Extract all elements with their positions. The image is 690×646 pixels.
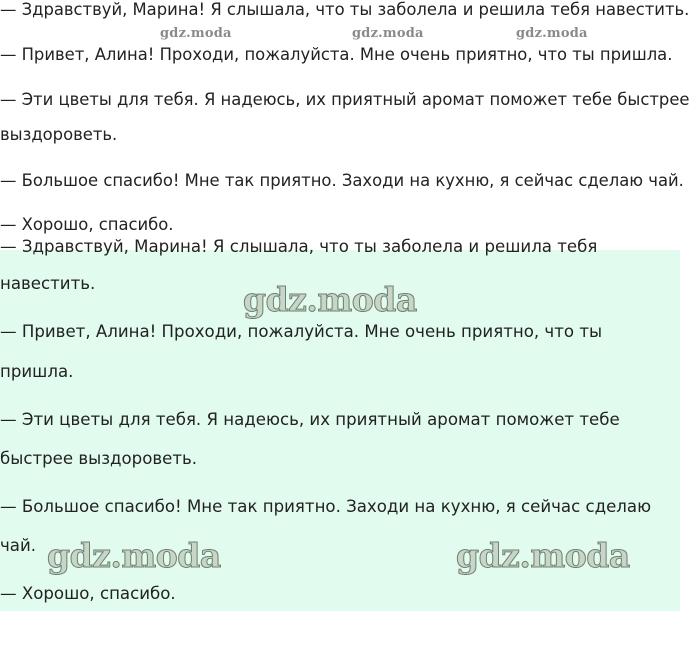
dialogue-line: навестить. <box>0 274 96 293</box>
dialogue-line: — Большое спасибо! Мне так приятно. Заходи на кухню, я сейчас сделаю чай. <box>0 171 684 190</box>
dialogue-text-block-top <box>0 0 690 250</box>
dialogue-line: выздороветь. <box>0 125 118 144</box>
dialogue-line: — Эти цветы для тебя. Я надеюсь, их приятный аромат поможет тебе быстрее <box>0 90 690 109</box>
dialogue-line: — Привет, Алина! Проходи, пожалуйста. Мне очень приятно, что ты <box>0 322 603 341</box>
dialogue-line: быстрее выздороветь. <box>0 449 198 468</box>
dialogue-line-cut: — Здравствуй, Марина! Я слышала, что ты заболела и решила тебя <box>0 237 598 256</box>
watermark: gdz.moda <box>516 26 588 41</box>
dialogue-line: — Хорошо, спасибо. <box>0 215 174 234</box>
dialogue-line: пришла. <box>0 362 74 381</box>
watermark: gdz.moda <box>243 280 417 319</box>
dialogue-line: чай. <box>0 536 37 555</box>
dialogue-line: — Большое спасибо! Мне так приятно. Заходи на кухню, я сейчас сделаю <box>0 497 652 516</box>
watermark: gdz.moda <box>352 26 424 41</box>
dialogue-line: — Привет, Алина! Проходи, пожалуйста. Мне очень приятно, что ты пришла. <box>0 45 673 64</box>
dialogue-line: — Эти цветы для тебя. Я надеюсь, их приятный аромат поможет тебе <box>0 410 620 429</box>
dialogue-text-block-bottom <box>0 237 680 611</box>
watermark: gdz.moda <box>160 26 232 41</box>
dialogue-line: — Здравствуй, Марина! Я слышала, что ты заболела и решила тебя навестить. <box>0 0 690 19</box>
watermark: gdz.moda <box>47 536 221 575</box>
watermark: gdz.moda <box>456 536 630 575</box>
dialogue-line: — Хорошо, спасибо. <box>0 584 176 603</box>
